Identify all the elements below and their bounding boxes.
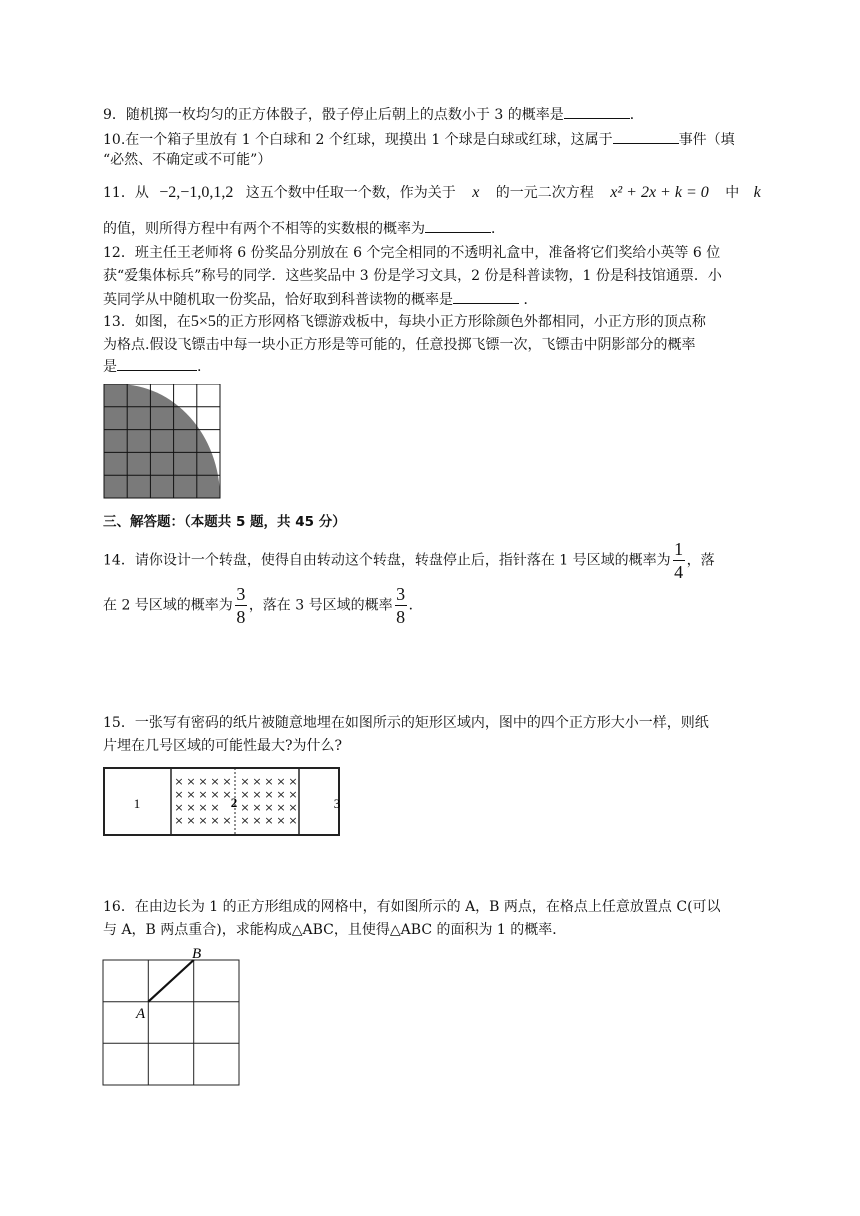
q11-equation: x² + 2x + k = 0 [610,184,709,201]
cross-mark: × [252,801,262,814]
region-1-label: 1 [133,796,141,811]
cross-mark: × [252,814,262,827]
denominator: 8 [396,607,406,627]
q12-line3 [103,289,537,310]
q15-line1: 15．一张写有密码的纸片被随意地埋在如图所示的矩形区域内，图中的四个正方形大小一样，则纸 [103,715,709,731]
q11-var-x: x [472,184,480,201]
cross-mark: × [210,801,220,814]
fraction-1-4 [673,540,685,581]
answer-blank [453,289,519,304]
q10-line2: “必然、不确定或不可能”） [103,152,272,168]
region-2-label: 2 [230,795,238,810]
q11-mid1: 这五个数中任取一个数，作为关于 [245,185,456,201]
cross-mark: × [198,775,208,788]
q9-text: 9．随机掷一枚均匀的正方体骰子，骰子停止后朝上的点数小于 3 的概率是 [103,107,564,123]
q14-line1-end: ，落 [686,552,715,569]
q14-line2b: ，落在 3 号区域的概率 [248,597,393,614]
q13-line3 [103,356,201,377]
point-b-label: B [192,946,202,962]
cross-mark: × [252,775,262,788]
cross-mark: × [186,801,196,814]
cross-mark: × [264,775,274,788]
q10-line1-end: 事件（填 [678,132,735,148]
cross-mark: × [288,801,298,814]
cross-mark: × [222,788,232,801]
q13-prefix: 13．如图，在 [103,314,191,330]
answer-blank [117,356,197,371]
cross-mark: × [174,788,184,801]
cross-mark: × [174,814,184,827]
section-3-heading: 三、解答题：（本题共 5 题，共 45 分） [103,514,346,530]
cross-mark: × [186,775,196,788]
cross-mark: × [288,814,298,827]
q13-line1-rest: 的正方形网格飞镖游戏板中，每块小正方形除颜色外都相同，小正方形的顶点称 [215,314,706,330]
ab-grid-figure [100,944,245,1088]
region-3-label: 3 [333,796,341,811]
q13-end: . [197,359,202,375]
cross-mark: × [174,801,184,814]
q13-line2: 为格点.假设飞镖击中每一块小正方形是等可能的，任意投掷飞镖一次，飞镖击中阴影部分的概率 [103,337,696,353]
cross-mark: × [288,788,298,801]
cross-mark: × [252,788,262,801]
q14-line2a: 在 2 号区域的概率为 [103,597,233,614]
q14-line1 [103,540,715,581]
cross-mark: × [264,788,274,801]
q12-end: ． [523,292,538,308]
cross-mark: × [186,814,196,827]
q12-line2: 获“爱集体标兵”称号的同学．这些奖品中 3 份是学习文具，2 份是科普读物，1 份是科技馆通票．小 [103,268,722,284]
q13-grid-size: 5×5 [190,313,216,330]
q9-end: ． [629,107,644,123]
rectangle-region-figure [103,767,341,837]
q11-line2 [103,218,505,239]
fraction-bar [395,605,407,606]
cross-mark: × [222,814,232,827]
cross-mark: × [210,775,220,788]
q11-prefix: 11．从 [103,185,149,201]
answer-blank [425,218,491,233]
shaded-region [104,384,220,498]
numerator: 1 [674,539,684,559]
q10-line1: 10.在一个箱子里放有 1 个白球和 2 个红球，现摸出 1 个球是白球或红球，这属于 [103,132,613,148]
segment-ab [148,960,193,1002]
numerator: 3 [396,584,406,604]
question-11 [103,183,761,203]
fraction-bar [235,605,247,606]
q14-line2-end: ． [408,597,423,614]
cross-mark: × [210,814,220,827]
q11-numbers: −2,−1,0,1,2 [159,184,234,201]
cross-mark: × [198,788,208,801]
q11-line2-text: 的值，则所得方程中有两个不相等的实数根的概率为 [103,221,425,237]
cross-mark: × [240,801,250,814]
answer-blank [613,129,679,144]
cross-mark: × [240,788,250,801]
q11-end: ． [491,221,505,237]
fraction-3-8-a [235,585,247,626]
cross-mark: × [276,775,286,788]
cross-mark: × [198,801,208,814]
q12-line3-text: 英同学从中随机取一份奖品，恰好取到科普读物的概率是 [103,292,453,308]
q15-line2: 片埋在几号区域的可能性最大?为什么? [103,738,343,754]
q13-line3-text: 是 [103,359,117,375]
q12-line1: 12．班主任王老师将 6 份奖品分别放在 6 个完全相同的不透明礼盒中，准备将它们奖给小英等 6 位 [103,245,721,261]
cross-mark: × [240,775,250,788]
cross-mark: × [264,814,274,827]
q11-mid3: 中 [725,185,740,201]
denominator: 8 [236,607,246,627]
cross-mark: × [174,775,184,788]
cross-mark: × [210,788,220,801]
cross-mark: × [198,814,208,827]
numerator: 3 [236,584,246,604]
q11-var-k: k [753,184,761,201]
q14-line1-text: 14．请你设计一个转盘，使得自由转动这个转盘，转盘停止后，指针落在 1 号区域的概率为 [103,552,671,569]
q13-line1 [103,312,706,332]
question-9 [103,104,644,125]
q16-line2: 与 A，B 两点重合)，求能构成△ABC，且使得△ABC 的面积为 1 的概率． [103,922,567,938]
denominator: 4 [674,562,684,582]
cross-mark: × [276,801,286,814]
q14-line2 [103,585,423,626]
cross-mark: × [264,801,274,814]
q16-line1: 16．在由边长为 1 的正方形组成的网格中，有如图所示的 A，B 两点，在格点上任意放置点 C(可以 [103,899,721,915]
cross-mark: × [186,788,196,801]
cross-mark: × [240,814,250,827]
cross-mark: × [276,814,286,827]
q11-mid2: 的一元二次方程 [495,185,594,201]
fraction-3-8-b [395,585,407,626]
dartboard-grid-figure [102,384,224,500]
question-10 [103,129,735,150]
fraction-bar [673,560,685,561]
point-a-label: A [136,1006,146,1022]
cross-mark: × [222,775,232,788]
answer-blank [564,104,630,119]
cross-mark: × [276,788,286,801]
cross-mark: × [288,775,298,788]
